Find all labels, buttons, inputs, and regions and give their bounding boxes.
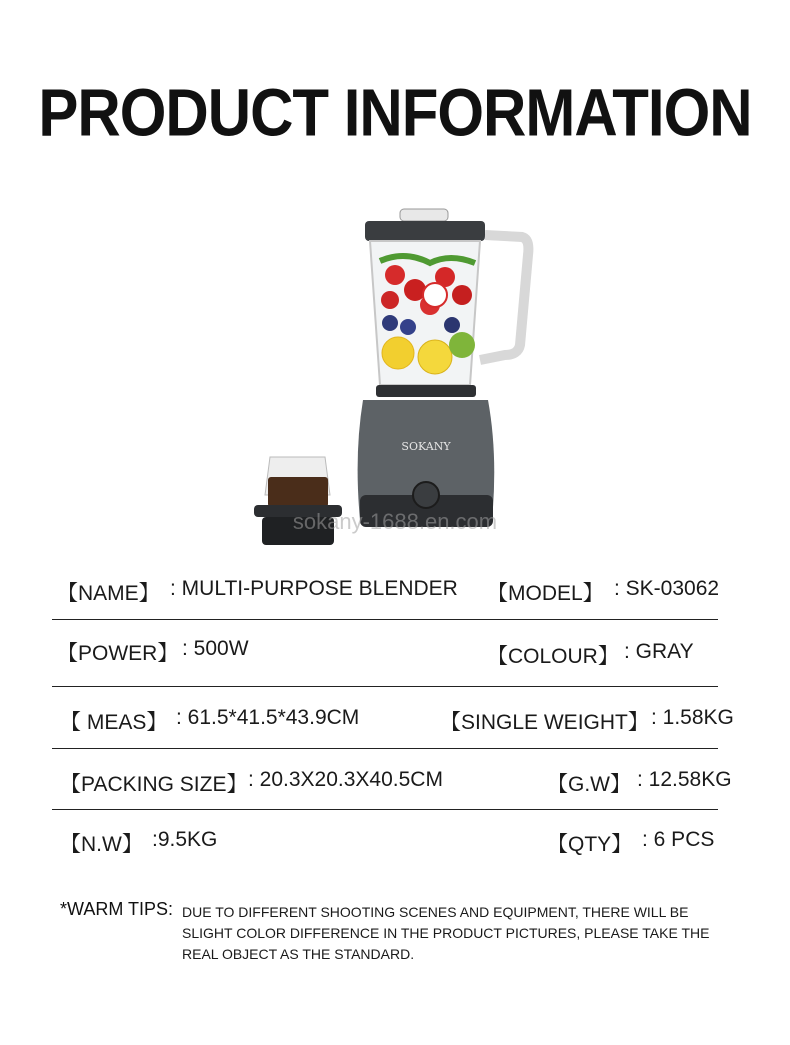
page-title: PRODUCT INFORMATION: [38, 74, 752, 151]
single-weight-label: 【SINGLE WEIGHT】: [440, 711, 649, 734]
divider: [52, 686, 718, 687]
qty-label: 【QTY】: [547, 833, 633, 856]
model-label: 【MODEL】: [487, 582, 604, 605]
warm-tips-text: DUE TO DIFFERENT SHOOTING SCENES AND EQUIPMENT, THERE WILL BE SLIGHT COLOR DIFFERENCE IN THE PRODUCT PICTURES, PLEASE TAKE THE REAL OBJECT AS THE STANDARD.: [182, 904, 710, 962]
colour-label: 【COLOUR】: [487, 645, 619, 668]
name-value: : MULTI-PURPOSE BLENDER: [170, 577, 458, 600]
divider: [52, 619, 718, 620]
jar-collar: [376, 385, 476, 397]
meas-label: 【 MEAS】: [60, 711, 168, 734]
jar-lid-cap: [400, 209, 448, 221]
spec-row-packing: [52, 768, 732, 808]
single-weight-value: : 1.58KG: [651, 706, 734, 729]
coffee-beans: [268, 477, 328, 507]
model-value: : SK-03062: [614, 577, 720, 600]
brand-logo: SOKANY: [401, 440, 451, 453]
warm-tips-label: *WARM TIPS:: [60, 899, 174, 919]
spec-row-power: [52, 637, 732, 677]
unbreakable-badge-icon: [423, 283, 447, 307]
packing-size-label: 【PACKING SIZE】: [60, 773, 248, 796]
watermark: sokany-1688.en.com: [292, 509, 498, 534]
divider: [52, 748, 718, 749]
spec-row-meas: [52, 706, 732, 746]
speed-knob-icon: [413, 482, 439, 508]
colour-value: : GRAY: [624, 640, 694, 663]
jar-lid: [365, 221, 485, 241]
packing-size-value: : 20.3X20.3X40.5CM: [248, 768, 443, 791]
jar-handle: [480, 235, 528, 360]
gw-label: 【G.W】: [547, 773, 631, 796]
nw-value: :9.5KG: [152, 828, 218, 851]
divider: [52, 809, 718, 810]
spec-row-name: [52, 577, 732, 617]
gw-value: : 12.58KG: [637, 768, 732, 791]
qty-value: : 6 PCS: [642, 828, 715, 851]
meas-value: : 61.5*41.5*43.9CM: [176, 706, 360, 729]
name-label: 【NAME】: [57, 582, 160, 605]
power-value: : 500W: [182, 637, 249, 660]
power-label: 【POWER】: [57, 642, 179, 665]
nw-label: 【N.W】: [60, 833, 143, 856]
spec-row-nw: [52, 828, 732, 868]
